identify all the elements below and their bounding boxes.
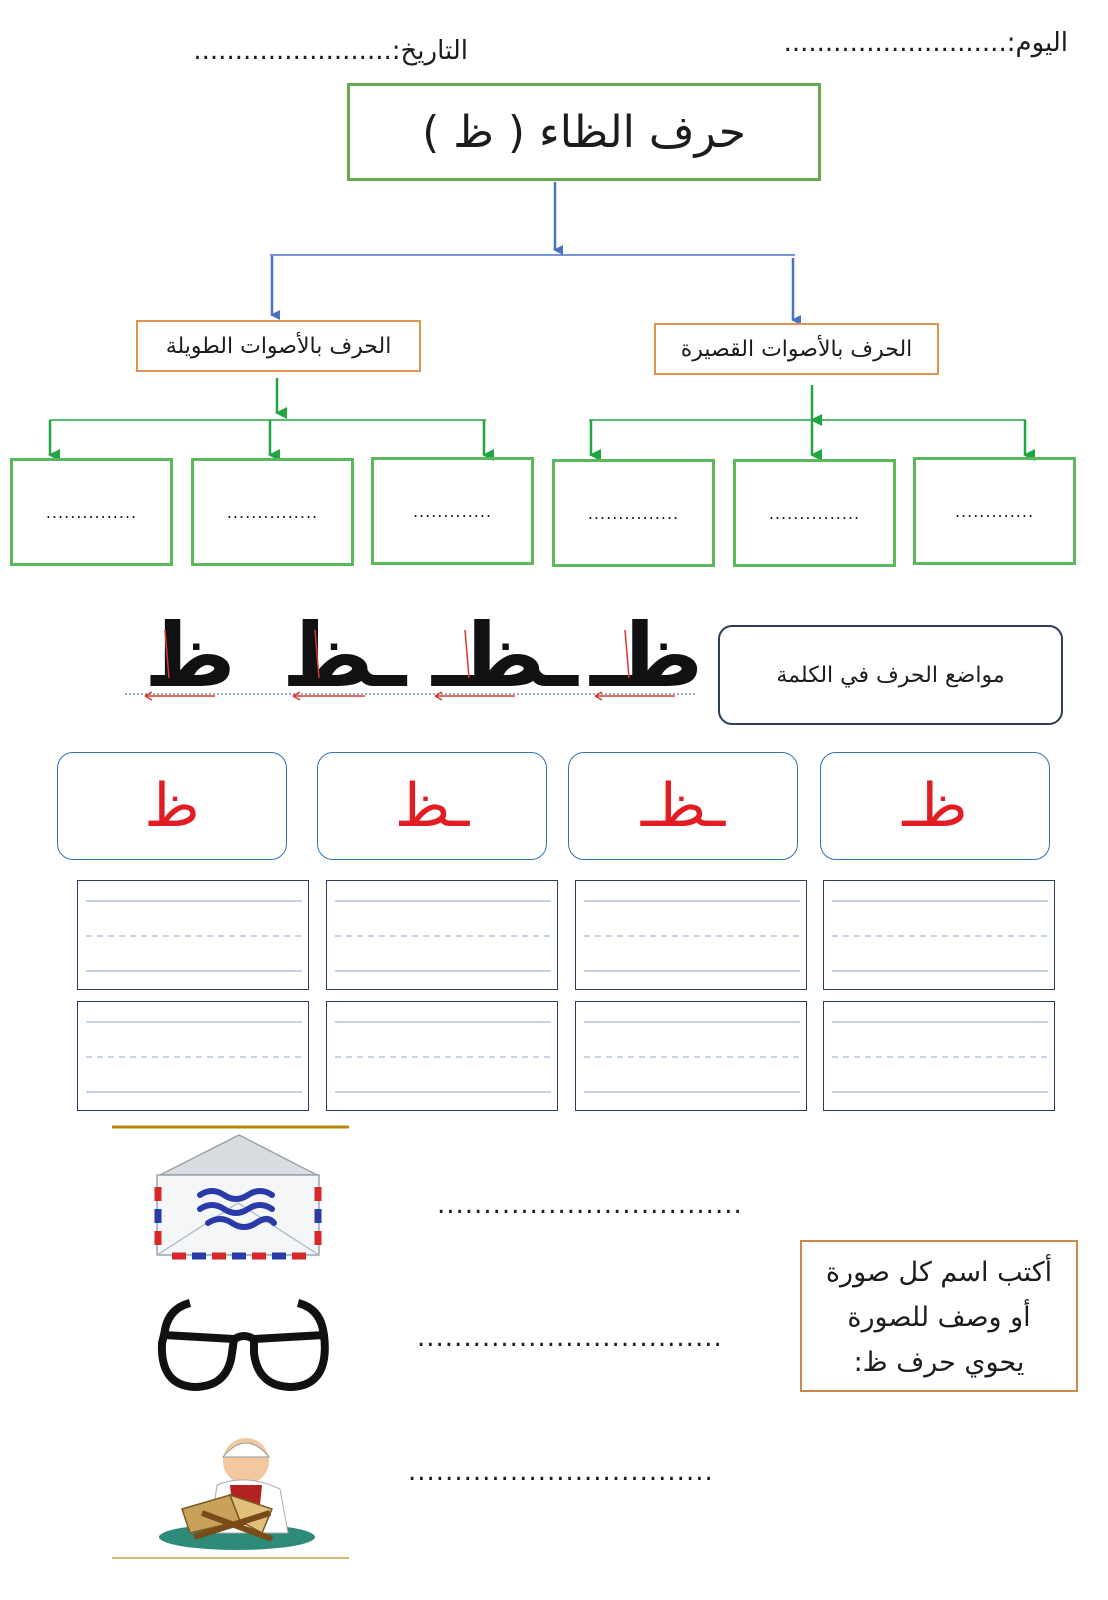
reading-boy-icon bbox=[112, 1425, 349, 1560]
writing-box-r2-c4[interactable] bbox=[823, 1001, 1055, 1111]
tree-connectors bbox=[0, 0, 1108, 470]
writing-box-r1-c2[interactable] bbox=[326, 880, 558, 990]
answer-line-reading[interactable]: ................................. bbox=[408, 1457, 714, 1487]
page-title: حرف الظاء ( ظ ) bbox=[347, 83, 821, 181]
long-blank-box-1[interactable]: ............... bbox=[10, 458, 173, 566]
short-blank-box-1[interactable]: ............... bbox=[552, 459, 715, 567]
short-blank-box-3[interactable]: ............. bbox=[913, 457, 1076, 565]
positions-label: مواضع الحرف في الكلمة bbox=[718, 625, 1063, 725]
writing-lines bbox=[78, 881, 309, 990]
writing-box-r2-c2[interactable] bbox=[326, 1001, 558, 1111]
writing-lines bbox=[327, 881, 558, 990]
letter-form-isolated: ظ bbox=[57, 752, 287, 860]
instruction-box bbox=[800, 1240, 1078, 1392]
writing-box-r2-c3[interactable] bbox=[575, 1001, 807, 1111]
date-label: التاريخ: bbox=[391, 36, 468, 66]
tracing-glyph-2: ـظ bbox=[282, 604, 407, 707]
tracing-arrows bbox=[125, 610, 695, 705]
writing-box-r1-c3[interactable] bbox=[575, 880, 807, 990]
letter-form-medial: ـظـ bbox=[568, 752, 798, 860]
tracing-glyph-1: ظ bbox=[144, 604, 236, 707]
tracing-glyph-4: ظـ bbox=[590, 604, 703, 707]
letter-form-initial: ظـ bbox=[820, 752, 1050, 860]
writing-lines bbox=[824, 881, 1055, 990]
writing-lines bbox=[78, 1002, 309, 1111]
writing-box-r1-c1[interactable] bbox=[77, 880, 309, 990]
short-blank-box-2[interactable]: ............... bbox=[733, 459, 896, 567]
answer-line-envelope[interactable]: ................................. bbox=[437, 1190, 743, 1220]
writing-lines bbox=[576, 881, 807, 990]
tracing-glyph-3: ـظـ bbox=[432, 604, 578, 707]
writing-lines bbox=[327, 1002, 558, 1111]
writing-lines bbox=[576, 1002, 807, 1111]
letter-form-final: ـظ bbox=[317, 752, 547, 860]
long-blank-box-2[interactable]: ............... bbox=[191, 458, 354, 566]
day-dots[interactable]: ........................... bbox=[783, 28, 1007, 58]
day-label: اليوم: bbox=[1006, 28, 1068, 58]
envelope-icon bbox=[112, 1125, 349, 1265]
writing-box-r1-c4[interactable] bbox=[823, 880, 1055, 990]
answer-line-glasses[interactable]: ................................. bbox=[417, 1323, 723, 1353]
writing-lines bbox=[824, 1002, 1055, 1111]
long-blank-box-3[interactable]: ............. bbox=[371, 457, 534, 565]
instruction-line-1: أكتب اسم كل صورة bbox=[825, 1257, 1053, 1288]
writing-box-r2-c1[interactable] bbox=[77, 1001, 309, 1111]
date-dots[interactable]: ........................ bbox=[193, 36, 392, 66]
instruction-line-3: يحوي حرف ظ: bbox=[853, 1347, 1025, 1378]
instruction-line-2: أو وصف للصورة bbox=[847, 1302, 1031, 1333]
glasses-icon bbox=[154, 1295, 334, 1395]
long-vowels-box: الحرف بالأصوات الطويلة bbox=[136, 320, 421, 372]
short-vowels-box: الحرف بالأصوات القصيرة bbox=[654, 323, 939, 375]
